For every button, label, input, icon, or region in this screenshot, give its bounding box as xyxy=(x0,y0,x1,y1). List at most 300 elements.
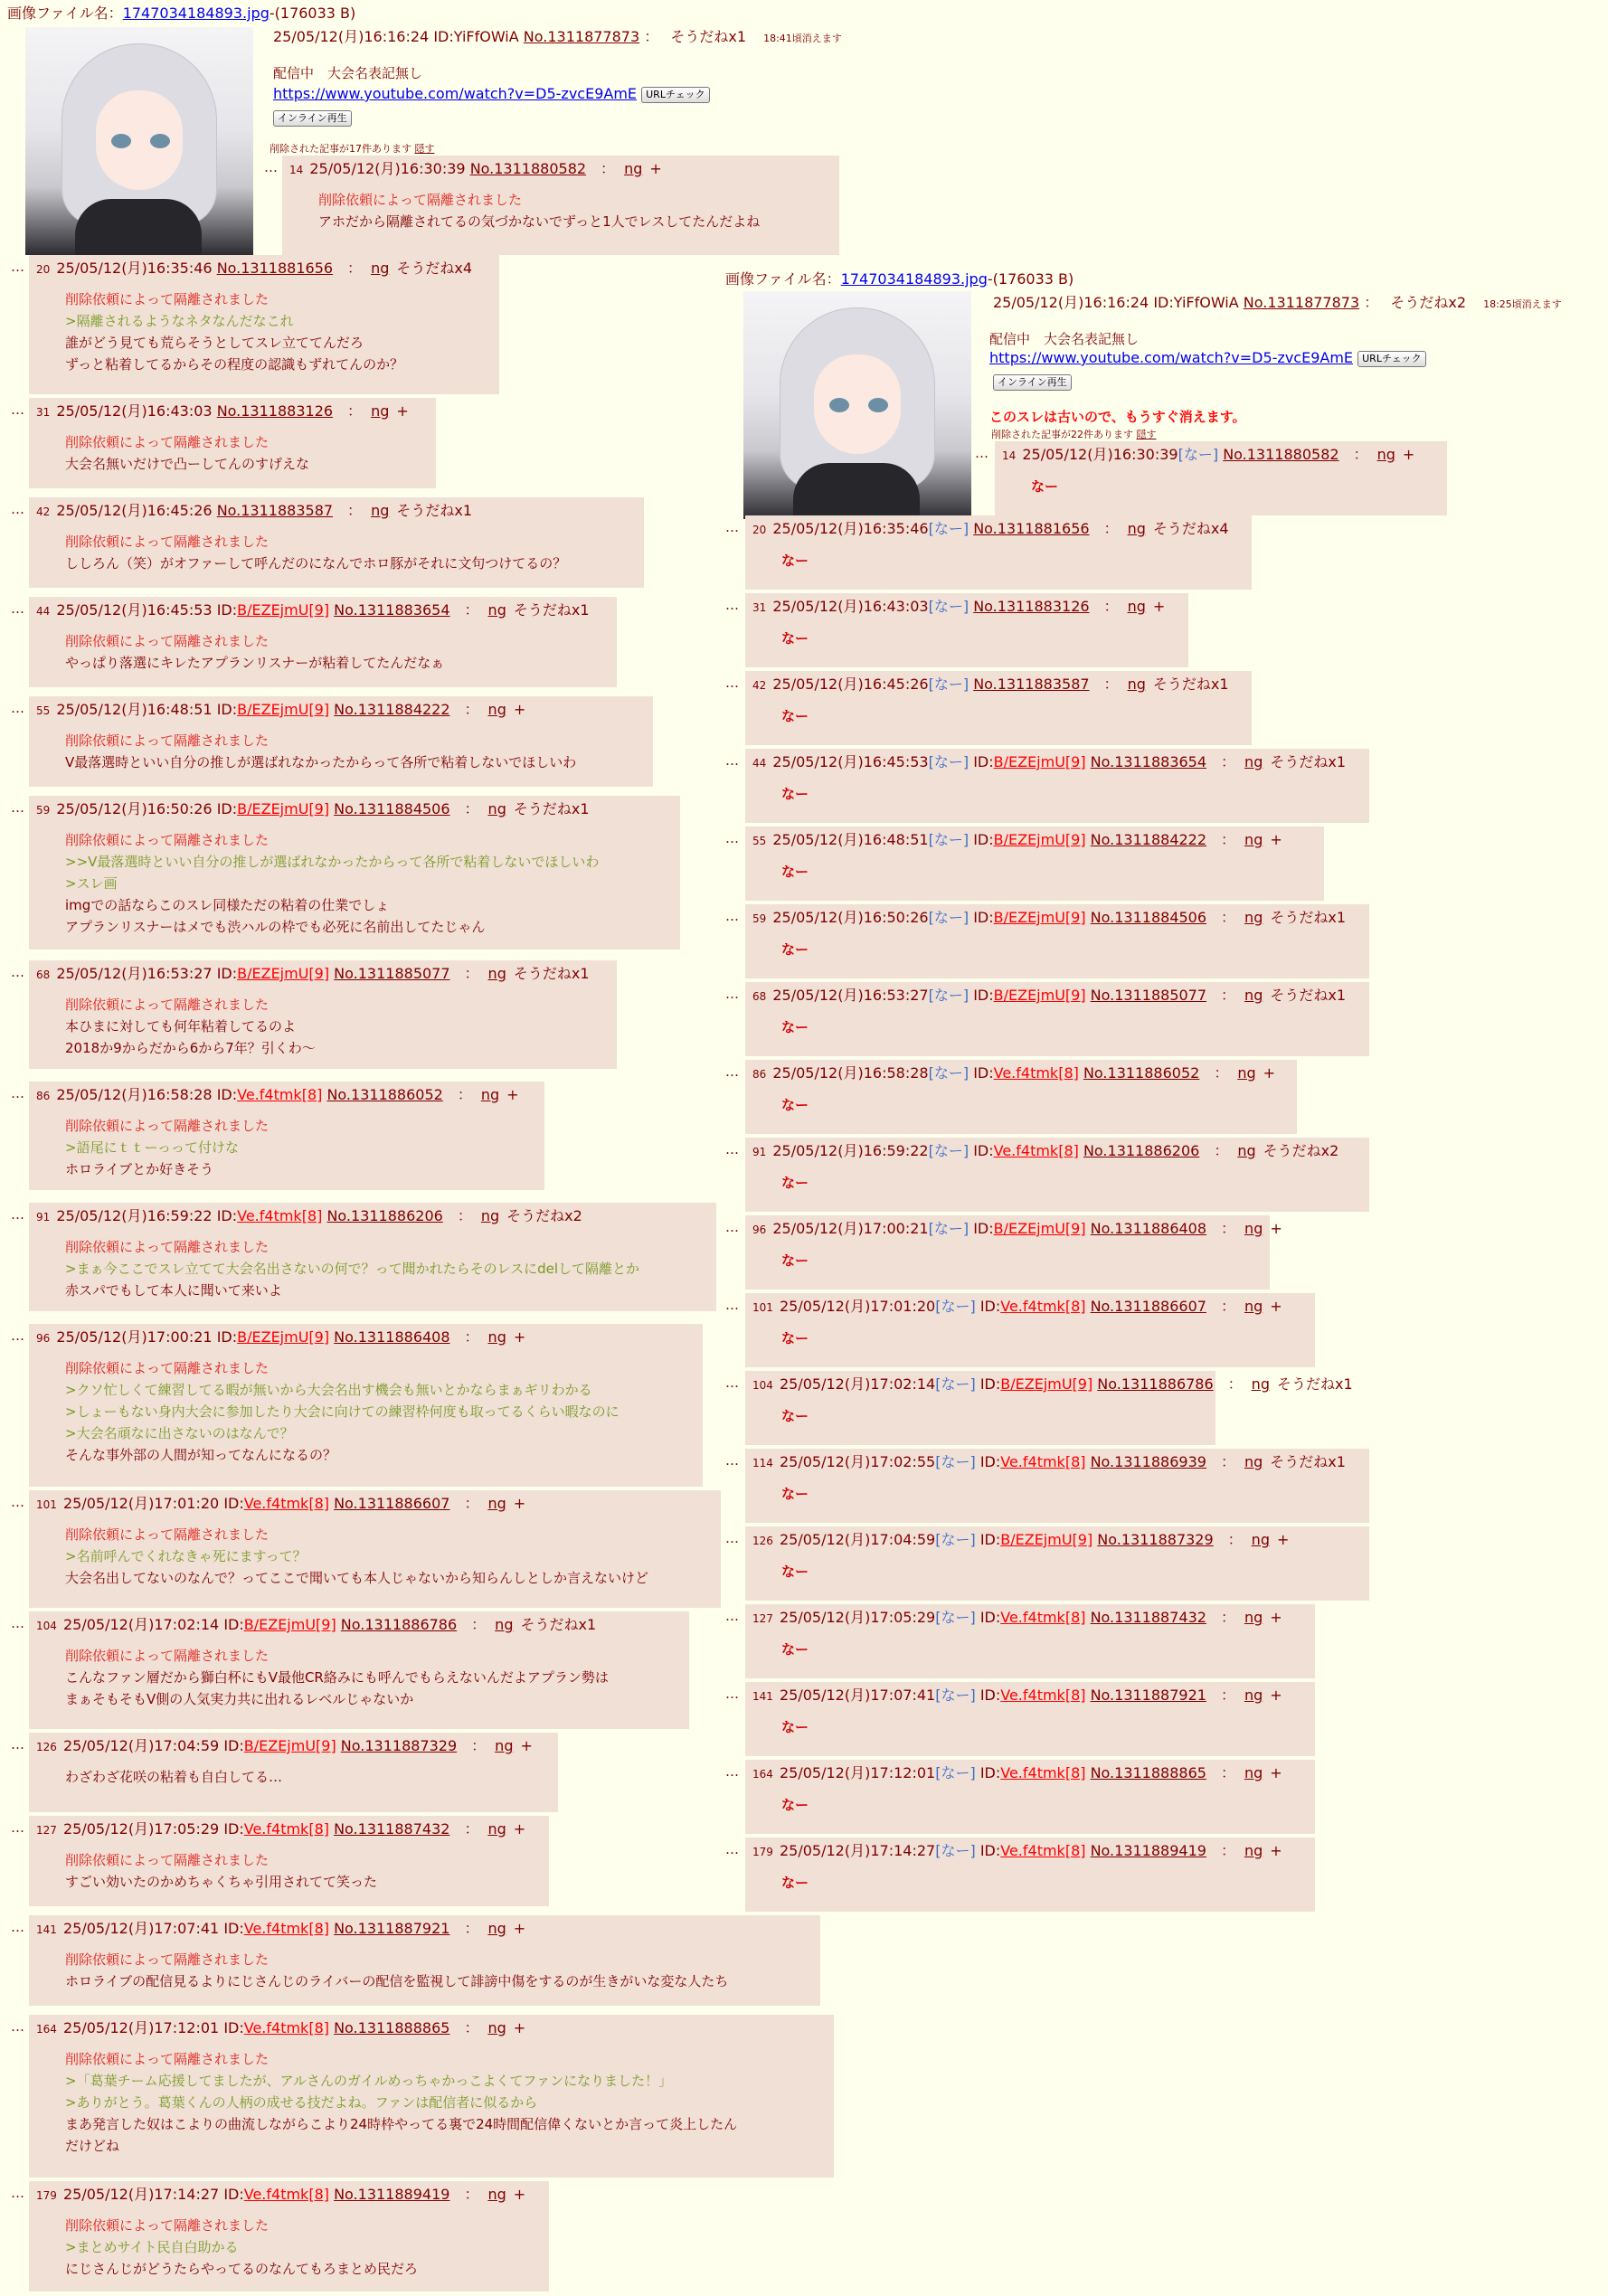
reply-ellipsis: … xyxy=(725,1763,739,1780)
na-text: なー xyxy=(781,1719,809,1735)
reply-box xyxy=(745,1682,1315,1756)
sodane-button[interactable]: + xyxy=(513,1920,526,1937)
reply-number[interactable]: No.1311881656 xyxy=(973,520,1090,537)
reply-menu[interactable]: ： xyxy=(449,701,479,718)
nr-link[interactable]: [なー] xyxy=(1178,446,1219,463)
reply-id[interactable]: B/EZEjmU[9] xyxy=(237,1328,330,1346)
body-line: だけどね xyxy=(65,2138,120,2154)
op-sodane[interactable]: そうだねx1 xyxy=(670,28,746,45)
right-op-header xyxy=(993,293,1562,315)
reply-number[interactable]: No.1311886206 xyxy=(326,1207,443,1224)
sodane-button[interactable]: そうだねx2 xyxy=(1263,1142,1339,1159)
reply-number[interactable]: No.1311888865 xyxy=(1090,1764,1206,1781)
reply-number[interactable]: No.1311885077 xyxy=(334,965,450,982)
nr-link[interactable]: [なー] xyxy=(928,1220,970,1237)
ng-button[interactable]: ng xyxy=(371,260,390,277)
ng-button[interactable]: ng xyxy=(624,160,643,177)
reply-number[interactable]: No.1311886052 xyxy=(1083,1064,1200,1082)
reply-menu[interactable]: ： xyxy=(449,2019,479,2036)
nr-link[interactable]: [なー] xyxy=(935,1764,976,1781)
reply-body xyxy=(65,1115,537,1180)
ng-button[interactable]: ng xyxy=(1251,1531,1270,1548)
reply-number[interactable]: No.1311887329 xyxy=(340,1737,458,1754)
reply-date: 25/05/12(月)16:43:03 xyxy=(56,402,213,420)
nr-link[interactable]: [なー] xyxy=(928,753,970,770)
reply-id[interactable]: B/EZEjmU[9] xyxy=(237,601,330,619)
ng-button[interactable]: ng xyxy=(487,800,506,817)
reply-menu[interactable]: ： xyxy=(1089,676,1119,693)
ng-button[interactable]: ng xyxy=(1244,987,1263,1004)
na-text: なー xyxy=(781,1175,809,1191)
ng-button[interactable]: ng xyxy=(1244,1687,1263,1704)
hide-deleted-link[interactable]: 隠す xyxy=(1136,429,1157,440)
ng-button[interactable]: ng xyxy=(487,965,506,982)
sodane-button[interactable]: そうだねx1 xyxy=(513,965,590,982)
reply-menu[interactable]: ： xyxy=(1206,987,1236,1004)
body-line: V最落選時といい自分の推しが選ばれなかったからって各所で粘着しないでほしいわ xyxy=(65,754,577,770)
sodane-button[interactable]: + xyxy=(1270,1609,1282,1626)
ng-button[interactable]: ng xyxy=(1244,1609,1263,1626)
reply-ellipsis: … xyxy=(725,519,739,535)
file-link[interactable]: 1747034184893.jpg xyxy=(840,270,988,288)
reply-ellipsis: … xyxy=(725,1219,739,1235)
reply-date: 25/05/12(月)16:45:26 xyxy=(56,502,213,519)
ng-button[interactable]: ng xyxy=(371,502,390,519)
reply-header xyxy=(752,908,1362,929)
reply-ellipsis: … xyxy=(725,1063,739,1080)
reply-header xyxy=(36,964,610,985)
reply-number[interactable]: No.1311883654 xyxy=(1090,753,1207,770)
sodane-button[interactable]: + xyxy=(1270,1687,1282,1704)
reply-index: 68 xyxy=(752,990,767,1003)
reply-id[interactable]: Ve.f4tmk[8] xyxy=(243,1495,329,1512)
reply-id[interactable]: Ve.f4tmk[8] xyxy=(1000,1842,1086,1859)
sodane-button[interactable]: + xyxy=(1270,1764,1282,1781)
reply-box xyxy=(29,796,680,950)
sodane-button[interactable]: + xyxy=(396,402,409,420)
nr-link[interactable]: [なー] xyxy=(928,676,970,693)
nr-link[interactable]: [なー] xyxy=(928,520,970,537)
sodane-button[interactable]: + xyxy=(1402,446,1415,463)
reply-id-label: ID: xyxy=(216,1207,238,1224)
reply-header xyxy=(752,597,1181,618)
reply-id[interactable]: B/EZEjmU[9] xyxy=(237,800,330,817)
file-label: 画像ファイル名： xyxy=(7,5,123,22)
reply-id[interactable]: B/EZEjmU[9] xyxy=(243,1616,336,1633)
reply-id-label: ID: xyxy=(979,1531,1001,1548)
reply-menu[interactable]: ： xyxy=(1338,446,1368,463)
reply-date: 25/05/12(月)17:02:14 xyxy=(780,1375,936,1393)
reply-menu[interactable]: ： xyxy=(449,1820,479,1838)
inline-play-button[interactable]: インライン再生 xyxy=(993,374,1072,391)
sodane-button[interactable]: そうだねx4 xyxy=(396,260,473,277)
ng-button[interactable]: ng xyxy=(487,1920,506,1937)
sodane-button[interactable]: そうだねx1 xyxy=(1270,909,1346,926)
reply-date: 25/05/12(月)17:12:01 xyxy=(63,2019,220,2036)
sodane-button[interactable]: + xyxy=(1270,831,1282,848)
reply-menu[interactable]: ： xyxy=(1206,1687,1235,1704)
reply-number[interactable]: No.1311886786 xyxy=(1097,1375,1214,1393)
op-number[interactable]: No.1311877873 xyxy=(523,28,640,45)
reply-number[interactable]: No.1311887921 xyxy=(1090,1687,1206,1704)
reply-id-label: ID: xyxy=(223,1495,244,1512)
reply-menu[interactable]: ： xyxy=(449,1495,479,1512)
reply-menu[interactable]: ： xyxy=(333,502,363,519)
ng-button[interactable]: ng xyxy=(1127,676,1146,693)
ng-button[interactable]: ng xyxy=(1244,1842,1263,1859)
ng-button[interactable]: ng xyxy=(1244,909,1263,926)
ng-button[interactable]: ng xyxy=(487,1328,506,1346)
ng-button[interactable]: ng xyxy=(1244,1453,1263,1470)
body-line: アホだから隔離されてるの気づかないでずっと1人でレスしてたんだよね xyxy=(318,213,761,230)
reply-index: 31 xyxy=(36,406,51,419)
reply-number[interactable]: No.1311887329 xyxy=(1097,1531,1214,1548)
reply-id[interactable]: Ve.f4tmk[8] xyxy=(1000,1609,1086,1626)
reply-id[interactable]: Ve.f4tmk[8] xyxy=(1000,1298,1086,1315)
reply-box xyxy=(29,1733,558,1812)
reply-menu[interactable]: ： xyxy=(1206,753,1236,770)
reply-id[interactable]: Ve.f4tmk[8] xyxy=(1000,1687,1086,1704)
nr-link[interactable]: [なー] xyxy=(928,987,970,1004)
url-check-button[interactable]: URLチェック xyxy=(641,87,710,103)
sodane-button[interactable]: + xyxy=(513,701,526,718)
sodane-button[interactable]: そうだねx1 xyxy=(1152,676,1229,693)
file-link[interactable]: 1747034184893.jpg xyxy=(122,5,270,22)
reply-menu[interactable]: ： xyxy=(449,601,479,619)
reply-number[interactable]: No.1311889419 xyxy=(334,2186,450,2203)
reply-number[interactable]: No.1311886206 xyxy=(1083,1142,1200,1159)
reply-index: 104 xyxy=(752,1379,773,1392)
reply-date: 25/05/12(月)17:00:21 xyxy=(772,1220,929,1237)
sodane-button[interactable]: そうだねx1 xyxy=(1270,753,1346,770)
ng-button[interactable]: ng xyxy=(495,1737,514,1754)
sodane-button[interactable]: そうだねx1 xyxy=(513,800,590,817)
reply-menu[interactable]: ： xyxy=(1089,520,1119,537)
sodane-button[interactable]: そうだねx1 xyxy=(396,502,473,519)
reply-number[interactable]: No.1311883126 xyxy=(973,598,1090,615)
reply-number[interactable]: No.1311884506 xyxy=(1090,909,1207,926)
sodane-button[interactable]: + xyxy=(513,1495,526,1512)
reply-id[interactable]: Ve.f4tmk[8] xyxy=(993,1064,1079,1082)
nr-link[interactable]: [なー] xyxy=(935,1531,976,1548)
reply-menu[interactable]: ： xyxy=(1089,598,1119,615)
sodane-button[interactable]: + xyxy=(1263,1064,1276,1082)
quote-line: >クソ忙しくて練習してる暇が無いから大会名出す機会も無いとかならまぁギリわかる xyxy=(65,1382,592,1398)
reply-menu[interactable]: ： xyxy=(457,1737,487,1754)
reply-number[interactable]: No.1311886052 xyxy=(326,1086,443,1103)
reply-ellipsis: … xyxy=(725,986,739,1002)
sodane-button[interactable]: そうだねx1 xyxy=(1270,987,1346,1004)
right-file-info xyxy=(725,269,1074,289)
ng-button[interactable]: ng xyxy=(1237,1064,1256,1082)
reply-menu[interactable]: ： xyxy=(442,1086,472,1103)
reply-menu[interactable]: ： xyxy=(449,965,479,982)
reply-menu[interactable]: ： xyxy=(1206,909,1236,926)
op-sodane[interactable]: そうだねx2 xyxy=(1390,294,1466,311)
nr-link[interactable]: [なー] xyxy=(935,1453,976,1470)
reply-id[interactable]: Ve.f4tmk[8] xyxy=(993,1142,1079,1159)
sodane-button[interactable]: + xyxy=(513,2186,526,2203)
inline-play-row xyxy=(273,109,352,127)
reply-date: 25/05/12(月)17:14:27 xyxy=(63,2186,220,2203)
nr-link[interactable]: [なー] xyxy=(928,1142,970,1159)
reply-date: 25/05/12(月)16:30:39 xyxy=(309,160,466,177)
reply-box xyxy=(29,1490,721,1608)
op-url-link[interactable]: https://www.youtube.com/watch?v=D5-zvcE9AmE xyxy=(273,85,638,102)
file-label: 画像ファイル名： xyxy=(725,270,841,288)
op-url-link[interactable]: https://www.youtube.com/watch?v=D5-zvcE9AmE xyxy=(989,349,1354,366)
reply-menu[interactable]: ： xyxy=(1213,1531,1243,1548)
sodane-button[interactable]: そうだねx4 xyxy=(1152,520,1229,537)
ng-button[interactable]: ng xyxy=(1244,831,1263,848)
reply-id[interactable]: B/EZEjmU[9] xyxy=(237,965,330,982)
reply-header xyxy=(36,1494,714,1515)
op-menu[interactable]: ： xyxy=(644,28,659,45)
sodane-button[interactable]: + xyxy=(1152,598,1166,615)
ng-button[interactable]: ng xyxy=(487,601,506,619)
reply-menu[interactable]: ： xyxy=(1206,831,1236,848)
reply-id[interactable]: Ve.f4tmk[8] xyxy=(1000,1764,1086,1781)
reply-body xyxy=(65,1766,551,1788)
reply-id-label: ID: xyxy=(979,1609,1001,1626)
reply-id[interactable]: Ve.f4tmk[8] xyxy=(237,1086,323,1103)
reply-id[interactable]: Ve.f4tmk[8] xyxy=(243,1820,329,1838)
reply-number[interactable]: No.1311886786 xyxy=(340,1616,458,1633)
reply-number[interactable]: No.1311885077 xyxy=(1090,987,1207,1004)
na-text: なー xyxy=(781,630,809,647)
ng-button[interactable]: ng xyxy=(1244,1298,1263,1315)
reply-header xyxy=(752,1219,1282,1240)
nr-link[interactable]: [なー] xyxy=(928,1064,970,1082)
reply-number[interactable]: No.1311883587 xyxy=(973,676,1090,693)
nr-link[interactable]: [なー] xyxy=(928,831,970,848)
reply-body xyxy=(318,189,832,232)
reply-date: 25/05/12(月)16:58:28 xyxy=(772,1064,929,1082)
eye-shape xyxy=(868,398,888,412)
reply-menu[interactable]: ： xyxy=(1206,1842,1235,1859)
reply-number[interactable]: No.1311889419 xyxy=(1090,1842,1206,1859)
reply-id[interactable]: B/EZEjmU[9] xyxy=(993,987,1086,1004)
reply-menu[interactable]: ： xyxy=(1206,1764,1235,1781)
ng-button[interactable]: ng xyxy=(1244,753,1263,770)
reply-number[interactable]: No.1311886939 xyxy=(1090,1453,1206,1470)
ng-button[interactable]: ng xyxy=(487,1820,506,1838)
reply-menu[interactable]: ： xyxy=(449,800,479,817)
sodane-button[interactable]: + xyxy=(513,2019,526,2036)
reply-header xyxy=(752,675,1244,695)
reply-number[interactable]: No.1311883654 xyxy=(334,601,450,619)
reply-menu[interactable]: ： xyxy=(333,260,363,277)
reply-number[interactable]: No.1311886607 xyxy=(334,1495,450,1512)
inline-play-row xyxy=(993,373,1072,391)
reply-menu[interactable]: ： xyxy=(1213,1375,1243,1393)
thread-thumbnail[interactable] xyxy=(25,27,253,255)
ng-button[interactable]: ng xyxy=(1251,1375,1270,1393)
eye-shape xyxy=(111,134,131,148)
reply-header xyxy=(752,1686,1308,1706)
ng-button[interactable]: ng xyxy=(1127,598,1146,615)
reply-body xyxy=(65,1524,714,1589)
quote-line: >まぁ今ここでスレ立てて大会名出さないの何で？って聞かれたらそのレスにdelして隔離とか xyxy=(65,1261,640,1277)
reply-menu[interactable]: ： xyxy=(1199,1064,1229,1082)
reply-id[interactable]: Ve.f4tmk[8] xyxy=(243,1920,329,1937)
reply-index: 164 xyxy=(36,2023,57,2036)
ng-button[interactable]: ng xyxy=(487,1495,506,1512)
reply-id-label: ID: xyxy=(223,1920,244,1937)
reply-index: 86 xyxy=(36,1090,51,1102)
url-check-button[interactable]: URLチェック xyxy=(1357,351,1426,367)
reply-number[interactable]: No.1311883587 xyxy=(216,502,334,519)
reply-id[interactable]: Ve.f4tmk[8] xyxy=(1000,1453,1086,1470)
reply-id[interactable]: B/EZEjmU[9] xyxy=(237,701,330,718)
nr-link[interactable]: [なー] xyxy=(928,909,970,926)
ng-button[interactable]: ng xyxy=(1376,446,1395,463)
ng-button[interactable]: ng xyxy=(480,1207,500,1224)
reply-id[interactable]: B/EZEjmU[9] xyxy=(993,831,1086,848)
isolated-notice: 削除依頼によって隔離されました xyxy=(65,534,270,550)
op-id: ID:YiFfOWiA xyxy=(433,28,519,45)
reply-number[interactable]: No.1311886607 xyxy=(1090,1298,1206,1315)
sodane-button[interactable]: + xyxy=(506,1086,519,1103)
nr-link[interactable]: [なー] xyxy=(935,1609,976,1626)
body-line: アプランリスナーはメでも渋ハルの枠でも必死に名前出してたじゃん xyxy=(65,919,486,935)
sodane-button[interactable]: + xyxy=(649,160,662,177)
reply-menu[interactable]: ： xyxy=(333,402,363,420)
reply-number[interactable]: No.1311880582 xyxy=(1223,446,1339,463)
reply-body xyxy=(65,730,646,773)
nr-link[interactable]: [なー] xyxy=(935,1687,976,1704)
sodane-button[interactable]: + xyxy=(513,1328,526,1346)
ng-button[interactable]: ng xyxy=(480,1086,500,1103)
sodane-button[interactable]: + xyxy=(1270,1298,1282,1315)
reply-number[interactable]: No.1311887921 xyxy=(334,1920,450,1937)
ng-button[interactable]: ng xyxy=(1244,1764,1263,1781)
reply-id[interactable]: Ve.f4tmk[8] xyxy=(243,2019,329,2036)
file-size: -(176033 B) xyxy=(987,270,1074,288)
reply-ellipsis: … xyxy=(725,1686,739,1702)
reply-id[interactable]: B/EZEjmU[9] xyxy=(1000,1375,1093,1393)
ng-button[interactable]: ng xyxy=(1127,520,1146,537)
isolated-notice: 削除依頼によって隔離されました xyxy=(65,732,270,749)
sodane-button[interactable]: + xyxy=(513,1820,526,1838)
reply-number[interactable]: No.1311881656 xyxy=(216,260,334,277)
reply-index: 14 xyxy=(1002,449,1017,462)
reply-number[interactable]: No.1311888865 xyxy=(334,2019,450,2036)
reply-id[interactable]: B/EZEjmU[9] xyxy=(993,1220,1086,1237)
reply-menu[interactable]: ： xyxy=(586,160,616,177)
inline-play-button[interactable]: インライン再生 xyxy=(273,110,352,127)
reply-ellipsis: … xyxy=(11,1919,24,1935)
reply-id[interactable]: Ve.f4tmk[8] xyxy=(243,2186,329,2203)
reply-menu[interactable]: ： xyxy=(1206,1609,1235,1626)
nr-link[interactable]: [なー] xyxy=(935,1842,976,1859)
reply-index: 101 xyxy=(752,1301,773,1314)
sodane-button[interactable]: そうだねx2 xyxy=(506,1207,582,1224)
hide-deleted-link[interactable]: 隠す xyxy=(414,143,435,155)
sodane-button[interactable]: そうだねx1 xyxy=(1276,1375,1353,1393)
reply-id-label: ID: xyxy=(979,1764,1001,1781)
reply-box xyxy=(745,1526,1369,1601)
reply-number[interactable]: No.1311883126 xyxy=(216,402,334,420)
reply-number[interactable]: No.1311884506 xyxy=(334,800,450,817)
sodane-button[interactable]: そうだねx1 xyxy=(1270,1453,1346,1470)
thread-thumbnail[interactable] xyxy=(743,291,971,519)
right-deleted-note xyxy=(991,427,1157,441)
reply-number[interactable]: No.1311884222 xyxy=(334,701,450,718)
nr-link[interactable]: [なー] xyxy=(935,1375,976,1393)
ng-button[interactable]: ng xyxy=(371,402,390,420)
reply-number[interactable]: No.1311884222 xyxy=(1090,831,1207,848)
sodane-button[interactable]: + xyxy=(1276,1531,1290,1548)
reply-id-label: ID: xyxy=(223,1820,244,1838)
reply-id-label: ID: xyxy=(973,909,994,926)
ng-button[interactable]: ng xyxy=(1237,1142,1256,1159)
reply-menu[interactable]: ： xyxy=(1199,1142,1229,1159)
body-line: 誰がどう見ても荒らそうとしてスレ立ててんだろ xyxy=(65,335,364,351)
ng-button[interactable]: ng xyxy=(487,2186,506,2203)
reply-menu[interactable]: ： xyxy=(449,1328,479,1346)
reply-menu[interactable]: ： xyxy=(1206,1298,1235,1315)
reply-menu[interactable]: ： xyxy=(1206,1220,1236,1237)
sodane-button[interactable]: + xyxy=(1270,1842,1282,1859)
left-op-url-row xyxy=(273,85,710,103)
reply-id[interactable]: B/EZEjmU[9] xyxy=(243,1737,336,1754)
ng-button[interactable]: ng xyxy=(487,701,506,718)
deleted-count: 削除された記事が22件あります xyxy=(991,429,1133,440)
reply-index: 126 xyxy=(36,1741,57,1753)
sodane-button[interactable]: そうだねx1 xyxy=(513,601,590,619)
sodane-button[interactable]: + xyxy=(520,1737,533,1754)
reply-id[interactable]: B/EZEjmU[9] xyxy=(993,909,1086,926)
reply-id[interactable]: B/EZEjmU[9] xyxy=(993,753,1086,770)
reply-number[interactable]: No.1311886408 xyxy=(1090,1220,1207,1237)
op-number[interactable]: No.1311877873 xyxy=(1243,294,1360,311)
ng-button[interactable]: ng xyxy=(495,1616,514,1633)
nr-link[interactable]: [なー] xyxy=(928,598,970,615)
reply-body xyxy=(65,1849,542,1893)
left-op-header xyxy=(273,27,842,49)
reply-id[interactable]: Ve.f4tmk[8] xyxy=(237,1207,323,1224)
reply-index: 86 xyxy=(752,1068,767,1081)
nr-link[interactable]: [なー] xyxy=(935,1298,976,1315)
reply-body xyxy=(65,1357,695,1466)
sodane-button[interactable]: そうだねx1 xyxy=(520,1616,597,1633)
ng-button[interactable]: ng xyxy=(1244,1220,1263,1237)
reply-index: 164 xyxy=(752,1768,773,1781)
quote-line: >まとめサイト民自白助かる xyxy=(65,2239,239,2255)
op-menu[interactable]: ： xyxy=(1364,294,1379,311)
reply-number[interactable]: No.1311887432 xyxy=(1090,1609,1206,1626)
reply-number[interactable]: No.1311887432 xyxy=(334,1820,450,1838)
reply-id-label: ID: xyxy=(973,1064,994,1082)
reply-box xyxy=(745,515,1252,590)
reply-menu[interactable]: ： xyxy=(457,1616,487,1633)
reply-id-label: ID: xyxy=(973,1142,994,1159)
reply-menu[interactable]: ： xyxy=(449,1920,479,1937)
reply-number[interactable]: No.1311880582 xyxy=(469,160,587,177)
reply-menu[interactable]: ： xyxy=(1206,1453,1235,1470)
reply-index: 68 xyxy=(36,968,51,981)
body-line: 本ひまに対しても何年粘着してるのよ xyxy=(65,1018,297,1035)
left-op-text: 配信中 大会名表記無し xyxy=(273,65,423,81)
reply-id[interactable]: B/EZEjmU[9] xyxy=(1000,1531,1093,1548)
reply-menu[interactable]: ： xyxy=(449,2186,479,2203)
ng-button[interactable]: ng xyxy=(487,2019,506,2036)
reply-date: 25/05/12(月)16:53:27 xyxy=(772,987,929,1004)
sodane-button[interactable]: + xyxy=(1270,1220,1282,1237)
reply-menu[interactable]: ： xyxy=(442,1207,472,1224)
reply-number[interactable]: No.1311886408 xyxy=(334,1328,450,1346)
